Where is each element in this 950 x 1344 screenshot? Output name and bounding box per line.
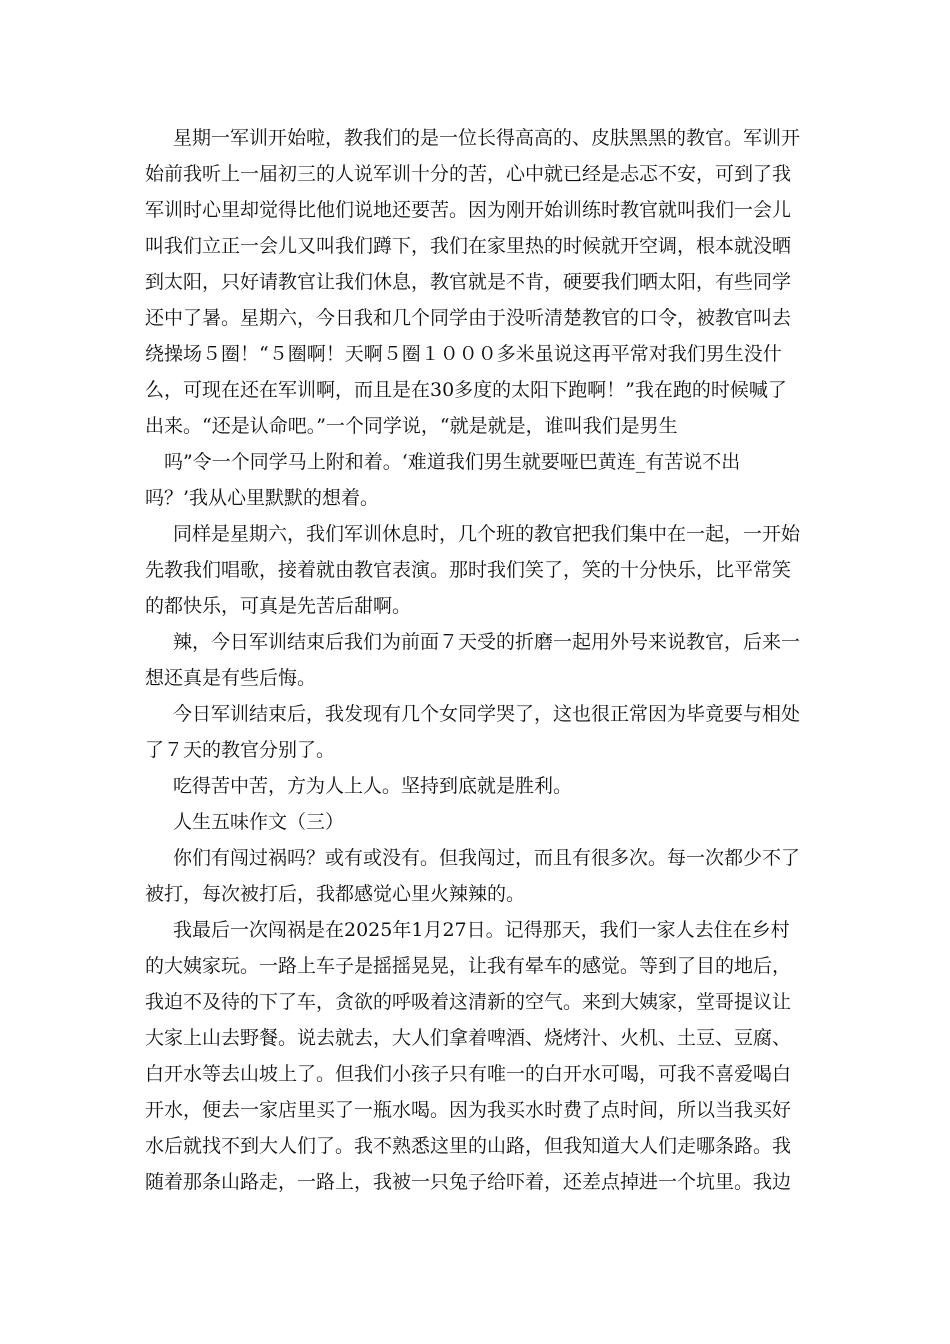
text-line: 开水，便去一家店里买了一瓶水喝。因为我买水时费了点时间，所以当我买好 bbox=[145, 1099, 792, 1121]
text-line: 的大姨家玩。一路上车子是摇摇晃晃，让我有晕车的感觉。等到了目的地后， bbox=[145, 955, 792, 977]
text-line: 随着那条山路走，一路上，我被一只兔子给吓着，还差点掉进一个坑里。我边 bbox=[145, 1171, 792, 1193]
text-line: 你们有闯过祸吗？或有或没有。但我闯过，而且有很多次。每一次都少不了 bbox=[173, 847, 801, 869]
text-line: 的都快乐，可真是先苦后甜啊。 bbox=[145, 595, 412, 617]
text-line: 绕操场５圈！“５圈啊！天啊５圈１０００多米虽说这再平常对我们男生没什 bbox=[145, 343, 782, 365]
text-line: 被打，每次被打后，我都感觉心里火辣辣的。 bbox=[145, 883, 526, 905]
text-line: 到太阳，只好请教官让我们休息，教官就是不肯，硬要我们晒太阳，有些同学 bbox=[145, 271, 792, 293]
text-line: 同样是星期六，我们军训休息时，几个班的教官把我们集中在一起，一开始 bbox=[173, 523, 801, 545]
text-line: 辣，今日军训结束后我们为前面７天受的折磨一起用外号来说教官，后来一 bbox=[173, 631, 801, 653]
text-line: 出来。“还是认命吧。”一个同学说，“就是就是，谁叫我们是男生 bbox=[145, 415, 678, 437]
text-line: 我最后一次闯祸是在2025年1月27日。记得那天，我们一家人去住在乡村 bbox=[173, 919, 790, 941]
text-line: 吗？’我从心里默默的想着。 bbox=[145, 487, 380, 509]
text-line: 白开水等去山坡上了。但我们小孩子只有唯一的白开水可喝，可我不喜爱喝白 bbox=[145, 1063, 792, 1085]
text-line: 么，可现在还在军训啊，而且是在30多度的太阳下跑啊！”我在跑的时候喊了 bbox=[145, 379, 787, 401]
text-line: 先教我们唱歌，接着就由教官表演。那时我们笑了，笑的十分快乐，比平常笑 bbox=[145, 559, 792, 581]
text-line: 今日军训结束后，我发现有几个女同学哭了，这也很正常因为毕竟要与相处 bbox=[173, 703, 801, 725]
text-line: 大家上山去野餐。说去就去，大人们拿着啤酒、烧烤汁、火机、土豆、豆腐、 bbox=[145, 1027, 792, 1049]
section-heading: 人生五味作文（三） bbox=[173, 811, 345, 833]
text-line: 军训时心里却觉得比他们说地还要苦。因为刚开始训练时教官就叫我们一会儿 bbox=[145, 199, 792, 221]
text-line: 叫我们立正一会儿又叫我们蹲下，我们在家里热的时候就开空调，根本就没晒 bbox=[145, 235, 792, 257]
text-line: 了７天的教官分别了。 bbox=[145, 739, 336, 761]
text-line: 还中了暑。星期六，今日我和几个同学由于没听清楚教官的口令，被教官叫去 bbox=[145, 307, 792, 329]
text-line: 吗”令一个同学马上附和着。‘难道我们男生就要哑巴黄连_有苦说不出 bbox=[164, 451, 741, 473]
text-line: 水后就找不到大人们了。我不熟悉这里的山路，但我知道大人们走哪条路。我 bbox=[145, 1135, 792, 1157]
text-line: 始前我听上一届初三的人说军训十分的苦，心中就已经是忐忑不安，可到了我 bbox=[145, 163, 792, 185]
text-line: 吃得苦中苦，方为人上人。坚持到底就是胜利。 bbox=[173, 775, 573, 797]
text-line: 星期一军训开始啦，教我们的是一位长得高高的、皮肤黑黑的教官。军训开 bbox=[173, 127, 801, 149]
text-line: 我迫不及待的下了车，贪欲的呼吸着这清新的空气。来到大姨家，堂哥提议让 bbox=[145, 991, 792, 1013]
text-line: 想还真是有些后悔。 bbox=[145, 667, 317, 689]
